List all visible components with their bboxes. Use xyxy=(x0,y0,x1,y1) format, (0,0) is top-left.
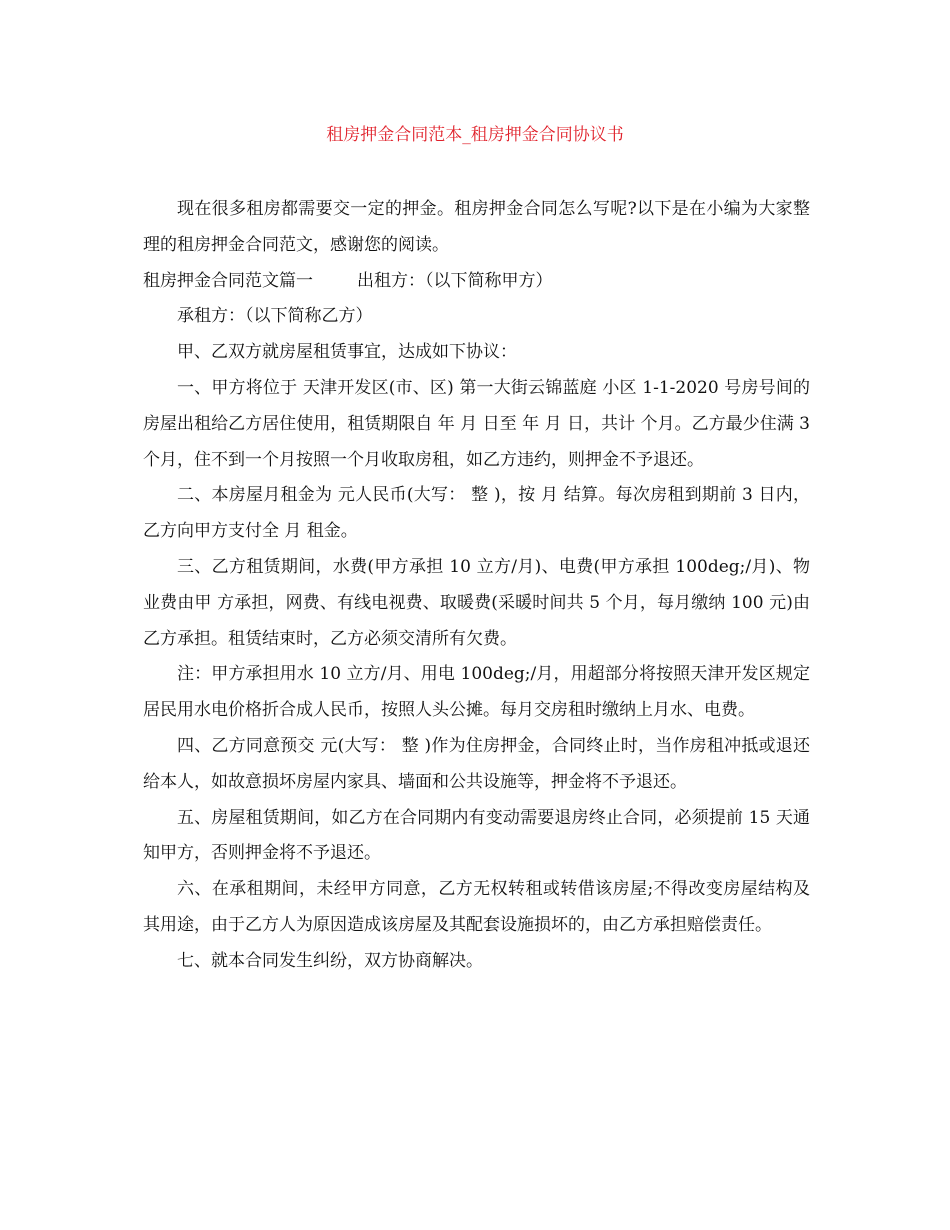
preamble: 甲、乙双方就房屋租赁事宜，达成如下协议： xyxy=(177,342,517,363)
clause-5: 五、房屋租赁期间，如乙方在合同期内有变动需要退房终止合同，必须提前 15 天通知甲方，否则押金将不予退还。 xyxy=(143,807,810,864)
clause-1: 一、甲方将位于 天津开发区(市、区) 第一大街云锦蓝庭 小区 1-1-2020 号房号间的房屋出租给乙方居住使用，租赁期限自 年 月 日至 年 月 日，共计 个月。乙方最少住满 3 个月，住不到一个月按照一个月收取房租，如乙方违约，则押金不予退还。 xyxy=(143,377,810,470)
lessee-line: 承租方：（以下简称乙方） xyxy=(177,306,373,327)
clause-3: 三、乙方租赁期间，水费(甲方承担 10 立方/月)、电费(甲方承担 100deg;/月)、物业费由甲 方承担，网费、有线电视费、取暖费(采暖时间共 5 个月，每月缴纳 100 元)由乙方承担。租赁结束时，乙方必须交清所有欠费。 xyxy=(143,556,810,649)
clause-6: 六、在承租期间，未经甲方同意，乙方无权转租或转借该房屋;不得改变房屋结构及其用途，由于乙方人为原因造成该房屋及其配套设施损坏的，由乙方承担赔偿责任。 xyxy=(143,879,810,935)
clause-7: 七、就本合同发生纠纷，双方协商解决。 xyxy=(177,950,483,971)
intro-paragraph: 现在很多租房都需要交一定的押金。租房押金合同怎么写呢?以下是在小编为大家整理的租房押金合同范文，感谢您的阅读。 xyxy=(143,199,810,255)
section-heading-line xyxy=(143,264,810,300)
document-body xyxy=(143,192,810,980)
clause-2: 二、本房屋月租金为 元人民币(大写： 整 )，按 月 结算。每次房租到期前 3 日内，乙方向甲方支付全 月 租金。 xyxy=(143,485,810,542)
clause-4: 四、乙方同意预交 元(大写： 整 )作为住房押金，合同终止时，当作房租冲抵或退还给本人，如故意损坏房屋内家具、墙面和公共设施等，押金将不予退还。 xyxy=(143,735,810,792)
clause-note: 注：甲方承担用水 10 立方/月、用电 100deg;/月，用超部分将按照天津开发区规定居民用水电价格折合成人民币，按照人头公摊。每月交房租时缴纳上月水、电费。 xyxy=(143,664,810,721)
document-title: 租房押金合同范本_租房押金合同协议书 xyxy=(326,125,624,145)
lessor-line: 出租方：（以下简称甲方） xyxy=(357,270,553,291)
section-heading: 租房押金合同范文篇一 xyxy=(143,270,313,291)
